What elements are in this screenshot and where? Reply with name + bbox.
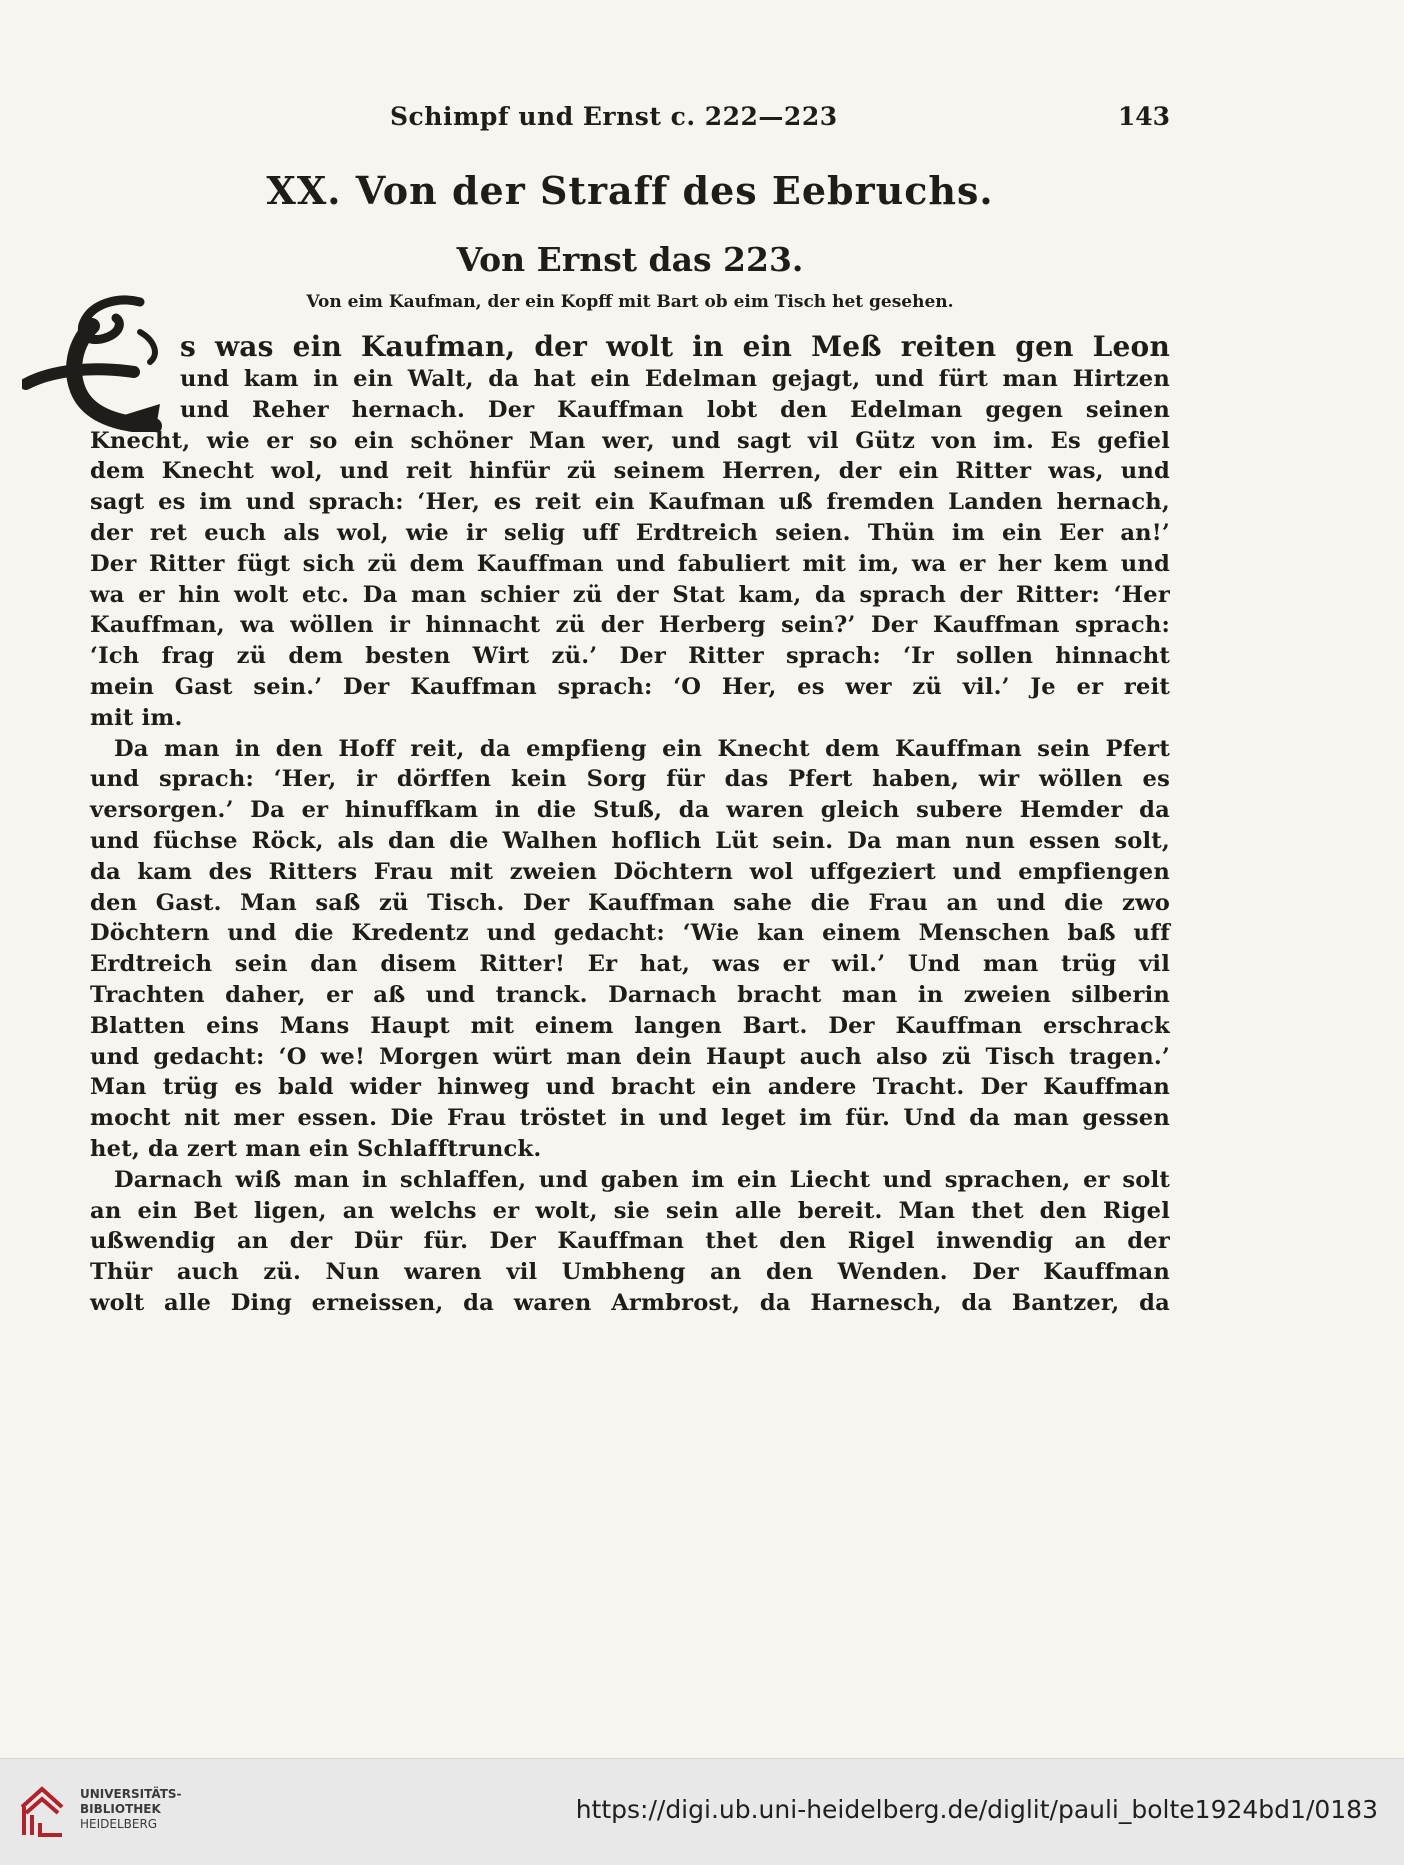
institution-line: HEIDELBERG bbox=[80, 1817, 158, 1831]
text-line: dem Knecht wol, und reit hinfür zü seinem Herren, der ein Ritter was, und bbox=[90, 458, 1170, 485]
text-line: het, da zert man ein Schlafftrunck. bbox=[90, 1135, 542, 1162]
text-line: Darnach wiß man in schlaffen, und gaben im ein Liecht und sprachen, er solt bbox=[114, 1166, 1170, 1193]
text-line: wa er hin wolt etc. Da man schier zü der Stat kam, da sprach der Ritter: ‘Her bbox=[90, 581, 1170, 608]
text-line: Knecht, wie er so ein schöner Man wer, und sagt vil Gütz von im. Es gefiel bbox=[90, 427, 1170, 454]
text-line: Blatten eins Mans Haupt mit einem langen Bart. Der Kauffman erschrack bbox=[90, 1012, 1170, 1039]
running-header bbox=[90, 102, 1170, 142]
text-line: Erdtreich sein dan disem Ritter! Er hat, was er wil.’ Und man trüg vil bbox=[90, 951, 1170, 978]
text-line: und sprach: ‘Her, ir dörffen kein Sorg für das Pfert haben, wir wöllen es bbox=[90, 766, 1170, 793]
institution-line: BIBLIOTHEK bbox=[80, 1802, 161, 1816]
text-line: und Reher hernach. Der Kauffman lobt den Edelman gegen seinen bbox=[180, 396, 1170, 423]
viewer-footer bbox=[0, 1758, 1404, 1865]
text-line: Kauffman, wa wöllen ir hinnacht zü der Herberg sein?’ Der Kauffman sprach: bbox=[90, 612, 1170, 639]
text-line: und gedacht: ‘O we! Morgen würt man dein Haupt auch also zü Tisch tragen.’ bbox=[90, 1043, 1170, 1070]
text-line: s was ein Kaufman, der wolt in ein Meß reiten gen Leon bbox=[180, 330, 1170, 363]
text-line: mein Gast sein.’ Der Kauffman sprach: ‘O Her, es wer zü vil.’ Je er reit bbox=[90, 673, 1170, 700]
text-line: Man trüg es bald wider hinweg und bracht ein andere Tracht. Der Kauffman bbox=[90, 1074, 1170, 1101]
text-line: versorgen.’ Da er hinuffkam in die Stuß, da waren gleich subere Hemder da bbox=[90, 797, 1170, 824]
chapter-subtitle: Von Ernst das 223. bbox=[456, 240, 804, 279]
text-line: der ret euch als wol, wie ir selig uff Erdtreich seien. Thün im ein Eer an!’ bbox=[90, 519, 1170, 546]
text-line: und füchse Röck, als dan die Walhen hoflich Lüt sein. Da man nun essen solt, bbox=[90, 827, 1170, 854]
text-line: und kam in ein Walt, da hat ein Edelman gejagt, und fürt man Hirtzen bbox=[180, 366, 1170, 392]
chapter-summary: Von eim Kaufman, der ein Kopff mit Bart ob eim Tisch het gesehen. bbox=[306, 292, 954, 312]
text-line: mit im. bbox=[90, 704, 183, 731]
text-line: mocht nit mer essen. Die Frau tröstet in und leget im für. Und da man gessen bbox=[90, 1105, 1170, 1132]
running-title: Schimpf und Ernst c. 222—223 bbox=[390, 102, 838, 131]
text-line: den Gast. Man saß zü Tisch. Der Kauffman sahe die Frau an und die zwo bbox=[90, 889, 1170, 916]
text-line: sagt es im und sprach: ‘Her, es reit ein Kaufman uß fremden Landen hernach, bbox=[90, 489, 1170, 516]
text-line: ‘Ich frag zü dem besten Wirt zü.’ Der Ritter sprach: ‘Ir sollen hinnacht bbox=[90, 643, 1170, 670]
institution-line: UNIVERSITÄTS- bbox=[80, 1787, 182, 1801]
ub-heidelberg-logo-icon[interactable] bbox=[14, 1783, 72, 1841]
page-number: 143 bbox=[1117, 102, 1170, 131]
text-line: Döchtern und die Kredentz und gedacht: ‘Wie kan einem Menschen baß uff bbox=[90, 920, 1170, 947]
chapter-title: XX. Von der Straff des Eebruchs. bbox=[266, 168, 994, 213]
body-text bbox=[90, 330, 1170, 1319]
text-line: Thür auch zü. Nun waren vil Umbheng an den Wenden. Der Kauffman bbox=[90, 1259, 1170, 1286]
text-line: an ein Bet ligen, an welchs er wolt, sie sein alle bereit. Man thet den Rigel bbox=[90, 1197, 1170, 1224]
permalink[interactable]: https://digi.ub.uni-heidelberg.de/diglit/pauli_bolte1924bd1/0183 bbox=[575, 1795, 1378, 1824]
text-line: Trachten daher, er aß und tranck. Darnach bracht man in zweien silberin bbox=[90, 981, 1170, 1008]
text-line: Da man in den Hoff reit, da empfieng ein Knecht dem Kauffman sein Pfert bbox=[114, 735, 1170, 762]
text-line: wolt alle Ding erneissen, da waren Armbrost, da Harnesch, da Bantzer, da bbox=[90, 1289, 1170, 1316]
text-line: da kam des Ritters Frau mit zweien Döchtern wol uffgeziert und empfiengen bbox=[90, 858, 1170, 885]
institution-name bbox=[80, 1787, 182, 1832]
text-line: Der Ritter fügt sich zü dem Kauffman und fabuliert mit im, wa er her kem und bbox=[90, 550, 1170, 577]
text-line: ußwendig an der Dür für. Der Kauffman thet den Rigel inwendig an der bbox=[90, 1228, 1170, 1255]
